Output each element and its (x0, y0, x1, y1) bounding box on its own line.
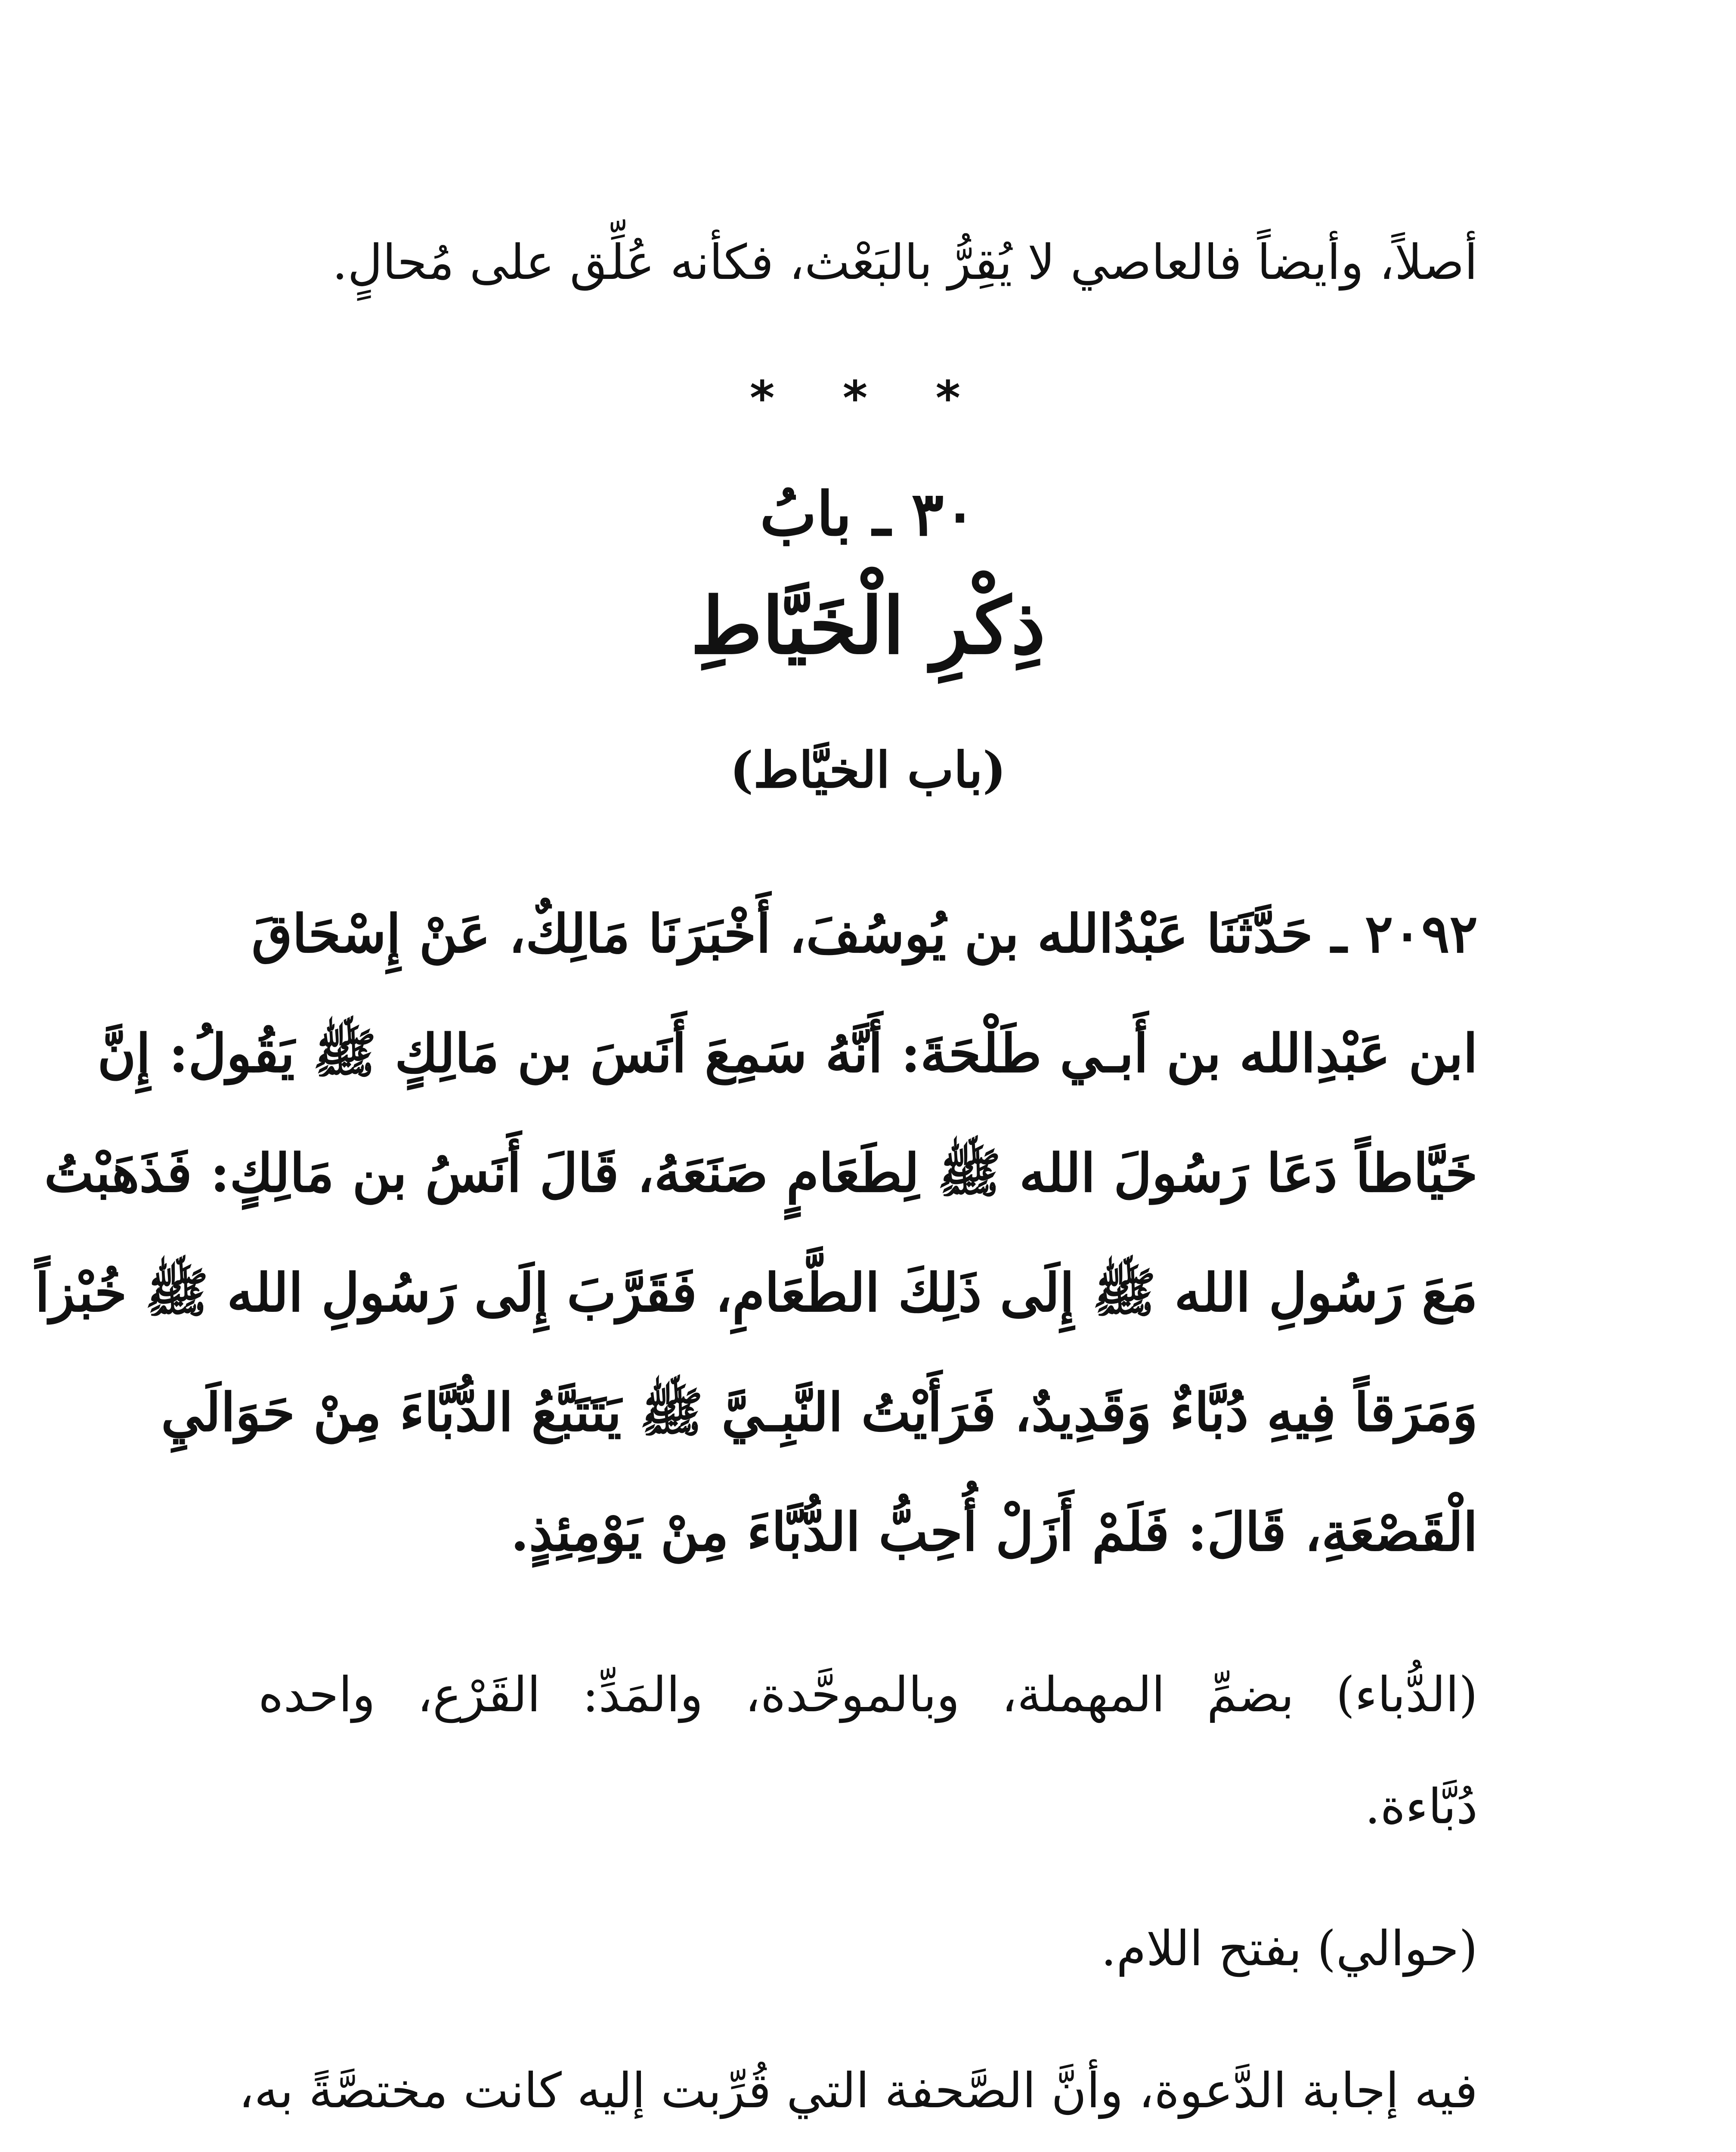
hadith-text (35, 874, 1478, 1592)
hadith-line: خَيَّاطاً دَعَا رَسُولَ الله ﷺ لِطَعَامٍ صَنَعَهُ، قَالَ أَنَسُ بن مَالِكٍ: فَذَهَبْتُ (44, 1142, 1478, 1204)
commentary-hawali (258, 1893, 1478, 2005)
commentary-line: (الدُّباء) بضمِّ المهملة، وبالموحَّدة، والمَدِّ: القَرْع، واحده (258, 1667, 1478, 1723)
chapter-title: ذِكْرِ الْخَيَّاطِ (690, 581, 1046, 671)
hadith-line: ٢٠٩٢ ـ حَدَّثَنَا عَبْدُالله بن يُوسُفَ، أَخْبَرَنَا مَالِكٌ، عَنْ إِسْحَاقَ (251, 903, 1478, 965)
hadith-line: الْقَصْعَةِ، قَالَ: فَلَمْ أَزَلْ أُحِبُّ الدُّبَّاءَ مِنْ يَوْمِئِذٍ. (511, 1501, 1478, 1563)
chapter-number: ٣٠ ـ بابُ (760, 479, 976, 550)
hadith-line: ابن عَبْدِالله بن أَبـي طَلْحَةَ: أَنَّهُ سَمِعَ أَنَسَ بن مَالِكٍ ﷺ يَقُولُ: إِنَّ (97, 1022, 1478, 1084)
chapter-subtitle: (باب الخيَّاط) (730, 741, 1006, 799)
section-separator: * * * (749, 371, 987, 426)
hadith-line: وَمَرَقاً فِيهِ دُبَّاءٌ وَقَدِيدٌ، فَرَأَيْتُ النَّبِـيَّ ﷺ يَتَتَبَّعُ الدُّبَّاءَ مِنْ حَوَالَيِ (161, 1381, 1478, 1443)
commentary-dubba (258, 1639, 1478, 1863)
commentary-line: فيه إجابة الدَّعوة، وأنَّ الصَّحفة التي قُرِّبت إليه كانت مختصَّةً به، (238, 2063, 1478, 2119)
commentary-line: (حوالي) بفتح اللام. (1101, 1921, 1478, 1977)
intro-line: أصلاً، وأيضاً فالعاصي لا يُقِرُّ بالبَعْث، فكأنه عُلِّق على مُحالٍ. (332, 235, 1478, 291)
hadith-line: مَعَ رَسُولِ الله ﷺ إِلَى ذَلِكَ الطَّعَامِ، فَقَرَّبَ إِلَى رَسُولِ الله ﷺ خُبْزاً (35, 1262, 1478, 1323)
commentary-line (258, 2147, 1478, 2152)
commentary-benefits (238, 2035, 1478, 2152)
commentary-line: دُبَّاءة. (1365, 1779, 1478, 1835)
